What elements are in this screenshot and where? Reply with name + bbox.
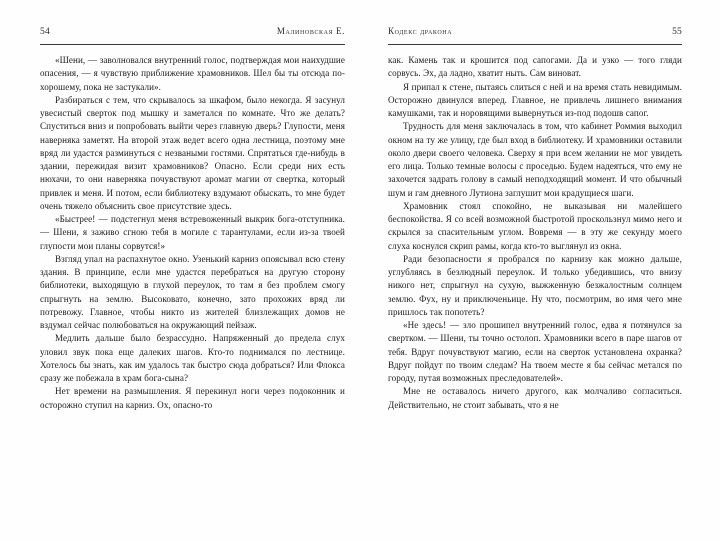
left-running-head	[40, 26, 345, 41]
paragraph: Нет времени на размышления. Я перекинул ноги через подоконник и осторожно ступил на карниз. Ох, опасно-то	[40, 386, 345, 410]
paragraph: Ради безопасности я пробрался по карнизу как можно дальше, углубляясь в безлюдный переулок. И только убедившись, что внизу никого нет, спрыгнул на сухую, выжженную безжалостным солнцем землю. Фух, ну и приключеньице. Ну что, посмотрим, во имя чего мне пришлось так попотеть?	[388, 253, 682, 317]
right-running-head-title: Кодекс дракона	[388, 26, 453, 36]
right-header-rule	[388, 44, 682, 45]
left-page-number: 54	[40, 27, 50, 37]
paragraph: Я припал к стене, пытаясь слиться с ней и на время стать невидимым. Осторожно двинулся вперед. Главное, не привлечь лишнего внимания камушками, так и норовящими вывернуться из-под подошв сапог.	[388, 81, 682, 118]
left-body-text	[40, 54, 345, 412]
paragraph: «Быстрее! — подстегнул меня встревоженный выкрик бога-отступника. — Шени, я заживо сгною тебя в могиле с тарантулами, если из-за твоей глупости мои планы сорвутся!»	[40, 214, 345, 251]
paragraph: Медлить дальше было безрассудно. Напряженный до предела слух уловил звук пока еще далеких шагов. Кто-то поднимался по лестнице. Хотелось бы знать, как им удалось так быстро сюда добраться? Или Флокса сразу же побежала в храм бога-сына?	[40, 333, 345, 383]
paragraph: Трудность для меня заключалась в том, что кабинет Роммия выходил окном на ту же улицу, где был вход в библиотеку. И храмовники оставили около двери своего человека. Сверху я при всем желании не мог увидеть его лица. Только темные волосы с проседью. Будем надеяться, что ему не захочется задрать голову в самый неподходящий момент. И что обычный шум и гам дневного Лутиона заглушит мои крадущиеся шаги.	[388, 121, 682, 198]
right-body-text	[388, 54, 682, 412]
paragraph: Мне не оставалось ничего другого, как молчаливо согласиться. Действительно, не стоит забывать, что я не	[388, 386, 682, 410]
paragraph: Разбираться с тем, что скрывалось за шкафом, было некогда. Я засунул увесистый сверток под мышку и заметался по комнате. Что же делать? Спуститься вниз и попробовать выйти через главную дверь? Глупости, меня наверняка заметят. На второй этаж ведет всего одна лестница, поэтому мне вряд ли удастся разминуться с незваными гостями. Спрятаться где-нибудь в здании, пережидая визит храмовников? Опасно. Если среди них есть нюхачи, то они наверняка почувствуют аромат магии от свертка, который привлек и меня. И потом, если библиотеку вздумают обыскать, то мне будет очень тяжело объяснить свое присутствие здесь.	[40, 94, 345, 211]
paragraph: Храмовник стоял спокойно, не выказывая ни малейшего беспокойства. Я со всей возможной быстротой проскользнул мимо него и скрылся за спасительным углом. Вовремя — в эту же секунду моего слуха коснулся скрип рамы, когда кто-то выглянул из окна.	[388, 200, 682, 251]
right-page-number: 55	[672, 27, 682, 37]
right-page	[360, 0, 719, 540]
left-header-rule	[40, 44, 345, 45]
paragraph: «Шени, — заволновался внутренний голос, подтверждая мои наихудшие опасения, — я чувствую приближение храмовников. Шел бы ты отсюда по-хорошему, пока не застукали».	[40, 55, 345, 92]
right-running-head	[388, 26, 682, 41]
paragraph: как. Камень так и крошится под сапогами. Да и узко — того гляди сорвусь. Эх, да ладно, хватит ныть. Сам виноват.	[388, 55, 682, 79]
left-running-head-title: Малиновская Е.	[276, 26, 345, 36]
paragraph: Взгляд упал на распахнутое окно. Узенький карниз опоясывал всю стену здания. В принципе, если мне удастся перебраться на другую сторону библиотеки, выходящую в глухой переулок, то там я без проблем смогу спрыгнуть на землю. Высоковато, конечно, зато прохожих вряд ли потревожу. Главное, чтобы никто из жителей близлежащих домов не вздумал сейчас полюбоваться на окружающий пейзаж.	[40, 253, 345, 330]
paragraph: «Не здесь! — зло прошипел внутренний голос, едва я потянулся за свертком. — Шени, ты точно остолоп. Храмовники всего в паре шагов от тебя. Вдруг почувствуют магию, если на сверток установлена охранка? Вдруг пойдут по твоим следам? На твоем месте я бы сейчас метался по городу, путая возможных преследователей».	[388, 320, 682, 383]
